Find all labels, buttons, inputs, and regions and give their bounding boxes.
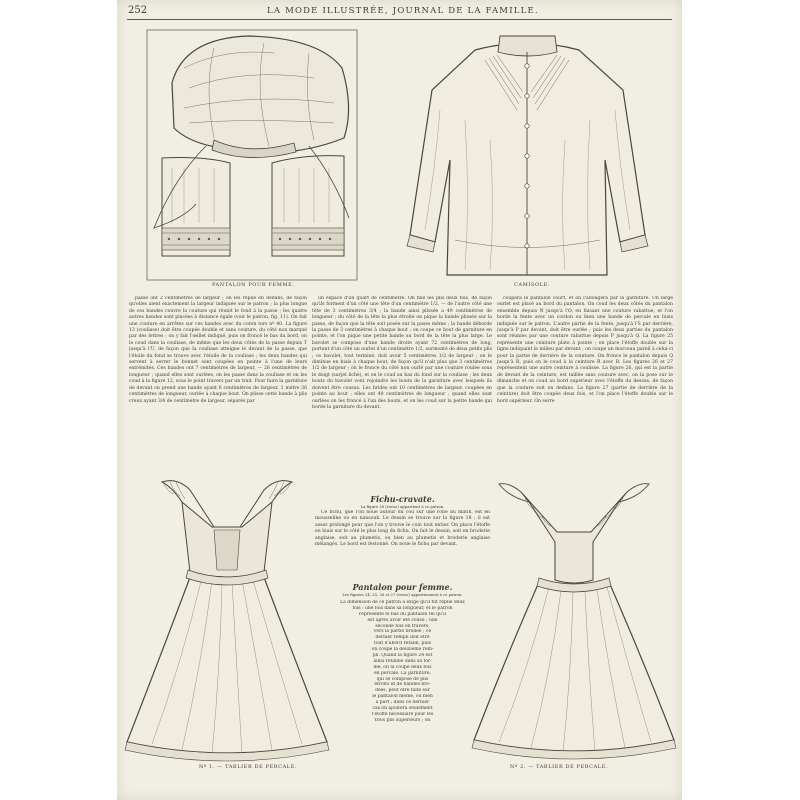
fichu-text: Ce fichu, que l'on noue autour du cou sur une robe du matin, est en mousseline ou en nansouk. Le dessin se trouve sur la figure 18 ; il est assez prolongé pour que l'on y trouve le coin tout entier. On place l'étoffe en biais sur le côté le plus long du fichu. On fait le dessin, soit en broderie anglaise, soit au plumetis, ou bien au plumetis et broderie anglaise mélangés. Le bord est festonné. On noue le fichu par devant. bbox=[315, 510, 490, 548]
magazine-page bbox=[117, 0, 682, 800]
pantalon-text-line: qui se compose de plis bbox=[376, 676, 429, 682]
pantalon-text-line: ainsi rétablie dans sa for- bbox=[373, 658, 432, 664]
caption-camisole: CAMISOLE. bbox=[514, 282, 551, 288]
page-number: 252 bbox=[128, 5, 148, 16]
fichu-text-block bbox=[315, 510, 490, 578]
pantalon-text-line: me, on la coupe deux fois bbox=[373, 664, 432, 670]
pantalon-section-subtitle: Les figures 24, 25, 26 et 27 (verso) appartiennent à ce patron. bbox=[342, 592, 463, 597]
pantalon-section-text bbox=[315, 600, 490, 724]
column-2-text: un espace d'un quart de centimètre. On fixe les plis deux fois, de façon qu'ils forment d'un côté une tête d'un centimètre 1/2, — de l'autre côté une tête de 3 centimètres 3/4 ; la bande ainsi plissée a 49 centimètres de longueur ; du côté de la tête la plus étroite on pique la bande plissée sur la passe, de façon que la tête soit posée sur la passe même ; la bande déborde la passe de 3 centimètres à chaque bout ; on coupe ce bout de garniture en pointe, et l'on pique une petite bande au bord de la tête la plus large. Le bavolet se compose d'une bande droite ayant 72 centimètres de long, portant d'un côté un ourlet d'un centimètre 1/2, surmonté de deux petits plis ; ce bavolet, tout terminé, doit avoir 5 centimètres 1/2 de largeur ; on le diminue en biais à chaque bout, de façon qu'il n'ait plus que 3 centimètres 1/2 de largeur ; on le fronce du côté non ourlé par une couture roulée sous le doigt (surjet liché), et on le coud au bas du fond sur la couliase ; les deux bouts du bavolet vont rejoindre les bouts de la garniture avec lesquels ils doivent être cousus. Les brides ont 10 centimètres de largeur, coupées en pointe au bout ; elles ont 40 centimètres de longueur ; quand elles sont ourlées on les froncé à l'un des bouts, et on les coud sur la petite bande qui borde la garniture du devant. bbox=[312, 296, 492, 410]
pantalon-text-line: on coupe la deuxième rem- bbox=[371, 647, 434, 653]
fichu-subtitle: La figure 28 (verso) appartient à ce patron. bbox=[360, 504, 445, 509]
pantalon-illustration bbox=[144, 28, 359, 283]
pantalon-section-title: Pantalon pour femme. bbox=[352, 582, 453, 592]
camisole-illustration bbox=[395, 30, 660, 280]
pantalon-text-line: pli. Quand la figure 24 est bbox=[372, 653, 433, 659]
pantalon-text-line: trois plis supérieurs ; on bbox=[374, 717, 431, 723]
text-column-1 bbox=[129, 296, 307, 492]
page-header bbox=[117, 5, 682, 19]
header-rule bbox=[127, 19, 672, 20]
journal-title: LA MODE ILLUSTRÉE, JOURNAL DE LA FAMILLE. bbox=[267, 6, 539, 16]
pantalon-text-line: dées, peut être faite sur bbox=[375, 688, 430, 694]
column-1-text: passe ont 2 centimètres de largeur ; on les replie en dedans, de façon qu'elles aient exactement la largeur indiquée sur le patron ; la plus longue de ces bandes couvre la couture qui réunit le fond à la passe ; les quatre autres bandes sont placées à distance égale (voir le patron, fig. 11). On fait une couture en arrêtes sur ces bandes avec du coton tors nº 40. La figure 13 (couliase) doit être coupée double et sans couture, du côté non marqué par des lettres ; on y fait l'œillet indiqué, puis on froncé le bas du bord, on le coud dans la couliase, de même que les deux côtés de la passe depuis T jusqu'à l'U, de façon que la couliase atteigne le devant de la passe, que l'étoile du fond se trouve avec l'étoile de la couliase ; les deux bandes qui servent à serrer le bonnet sont coupées en pointe à l'une de leurs extrémités. Ces bandes ont 7 centimètres de largeur, — 28 centimètres de longueur ; quand elles sont ourlées, on les passe dans la couliase et on les coud à la figure 12, sous le point travers par un trait. Pour faire la garniture de devant on prend une bande ayant 6 centimètres de largeur, 1 mètre 36 centimètres de longueur, ourlée à chaque bout. On plisse cette bande à plis creux ayant 3/4 de centimètre de largeur, séparés par bbox=[129, 296, 307, 404]
tablier-2-illustration bbox=[469, 472, 679, 762]
pantalon-text-line: tout d'abord rétabli, puis bbox=[374, 641, 431, 647]
pantalon-text-line: cas on ajoutera seulement bbox=[372, 706, 433, 712]
pantalon-text-line: vers la partie brodée ; ce bbox=[373, 629, 432, 635]
text-column-3 bbox=[497, 296, 673, 472]
caption-tablier-2: Nº 2. — TABLIER DE PERCALE. bbox=[510, 764, 609, 770]
pantalon-text-line: à part ; dans ce dernier bbox=[375, 700, 430, 706]
pantalon-text-line: est après avoir été cousu ; une bbox=[367, 617, 438, 623]
column-3-text: coupera le pantalon court, et on l'allongera par la garniture. Un large ourlet est placé au bord du pantalon. On coud les deux côtés du pantalon ensemble depuis N jusqu'à l'O, en faisant une couture rabattue, et l'on borde la fente avec un cordon ou bien une bande de percale en biais indiquée sur le patron. L'autre partie de la fente, jusqu'à l'S par derrière, jusqu'à P par devant, doit être ourlée ; puis les deux parties du pantalon sont réunies par une couture rabattue depuis P jusqu'à Q. La figure 25 représente une ceinture plate à pointe ; on place l'étoffe double sur la ligne indiquant le milieu par devant ; on coupe un morceau pareil à celui-ci pour la partie de derrière de la ceinture. On fronce le pantalon depuis Q jusqu'à R, puis on le coud à la ceinture R avec R. Les figures 26 et 27 représentent une autre ceinture à coulisse. La figure 26, qui est la partie de devant de la ceinture, est taillée sans couture avec, on la pose sur le dimanche et on coud au bord supérieur avec l'étoffe du dessus, de façon que la couture soit en dedans. La figure 27 (partie de derrière de la ceinture) doit être coupée deux fois, et l'on place l'étoffe double sur le bord supérieur. On serre bbox=[497, 296, 673, 404]
pantalon-text-line: représente le bas du pantalon tel qu'il bbox=[359, 611, 446, 617]
pantalon-text-line: étroits et de bandes bro- bbox=[374, 682, 431, 688]
pantalon-text-line: l'étoffe nécessaire pour les bbox=[371, 711, 434, 717]
tablier-1-illustration bbox=[122, 472, 332, 762]
pantalon-text-line: le pantalon même, ou bien bbox=[372, 694, 433, 700]
pantalon-text-line: fois : une fois dans sa longueur, et le patron bbox=[352, 605, 453, 611]
fichu-title: Fichu-cravate. bbox=[370, 494, 435, 504]
pantalon-text-line: La dimension de ce patron a exigé qu'il fût replié deux bbox=[340, 600, 465, 605]
caption-pantalon: PANTALON POUR FEMME. bbox=[212, 282, 295, 288]
text-column-2 bbox=[312, 296, 492, 492]
pantalon-text-line: dernier rempli doit être bbox=[375, 635, 430, 641]
pantalon-text-line: en percale. La garniture, bbox=[374, 670, 431, 676]
caption-tablier-1: Nº 1. — TABLIER DE PERCALE. bbox=[199, 764, 298, 770]
pantalon-text-line: seconde fois en travers, bbox=[375, 623, 430, 629]
